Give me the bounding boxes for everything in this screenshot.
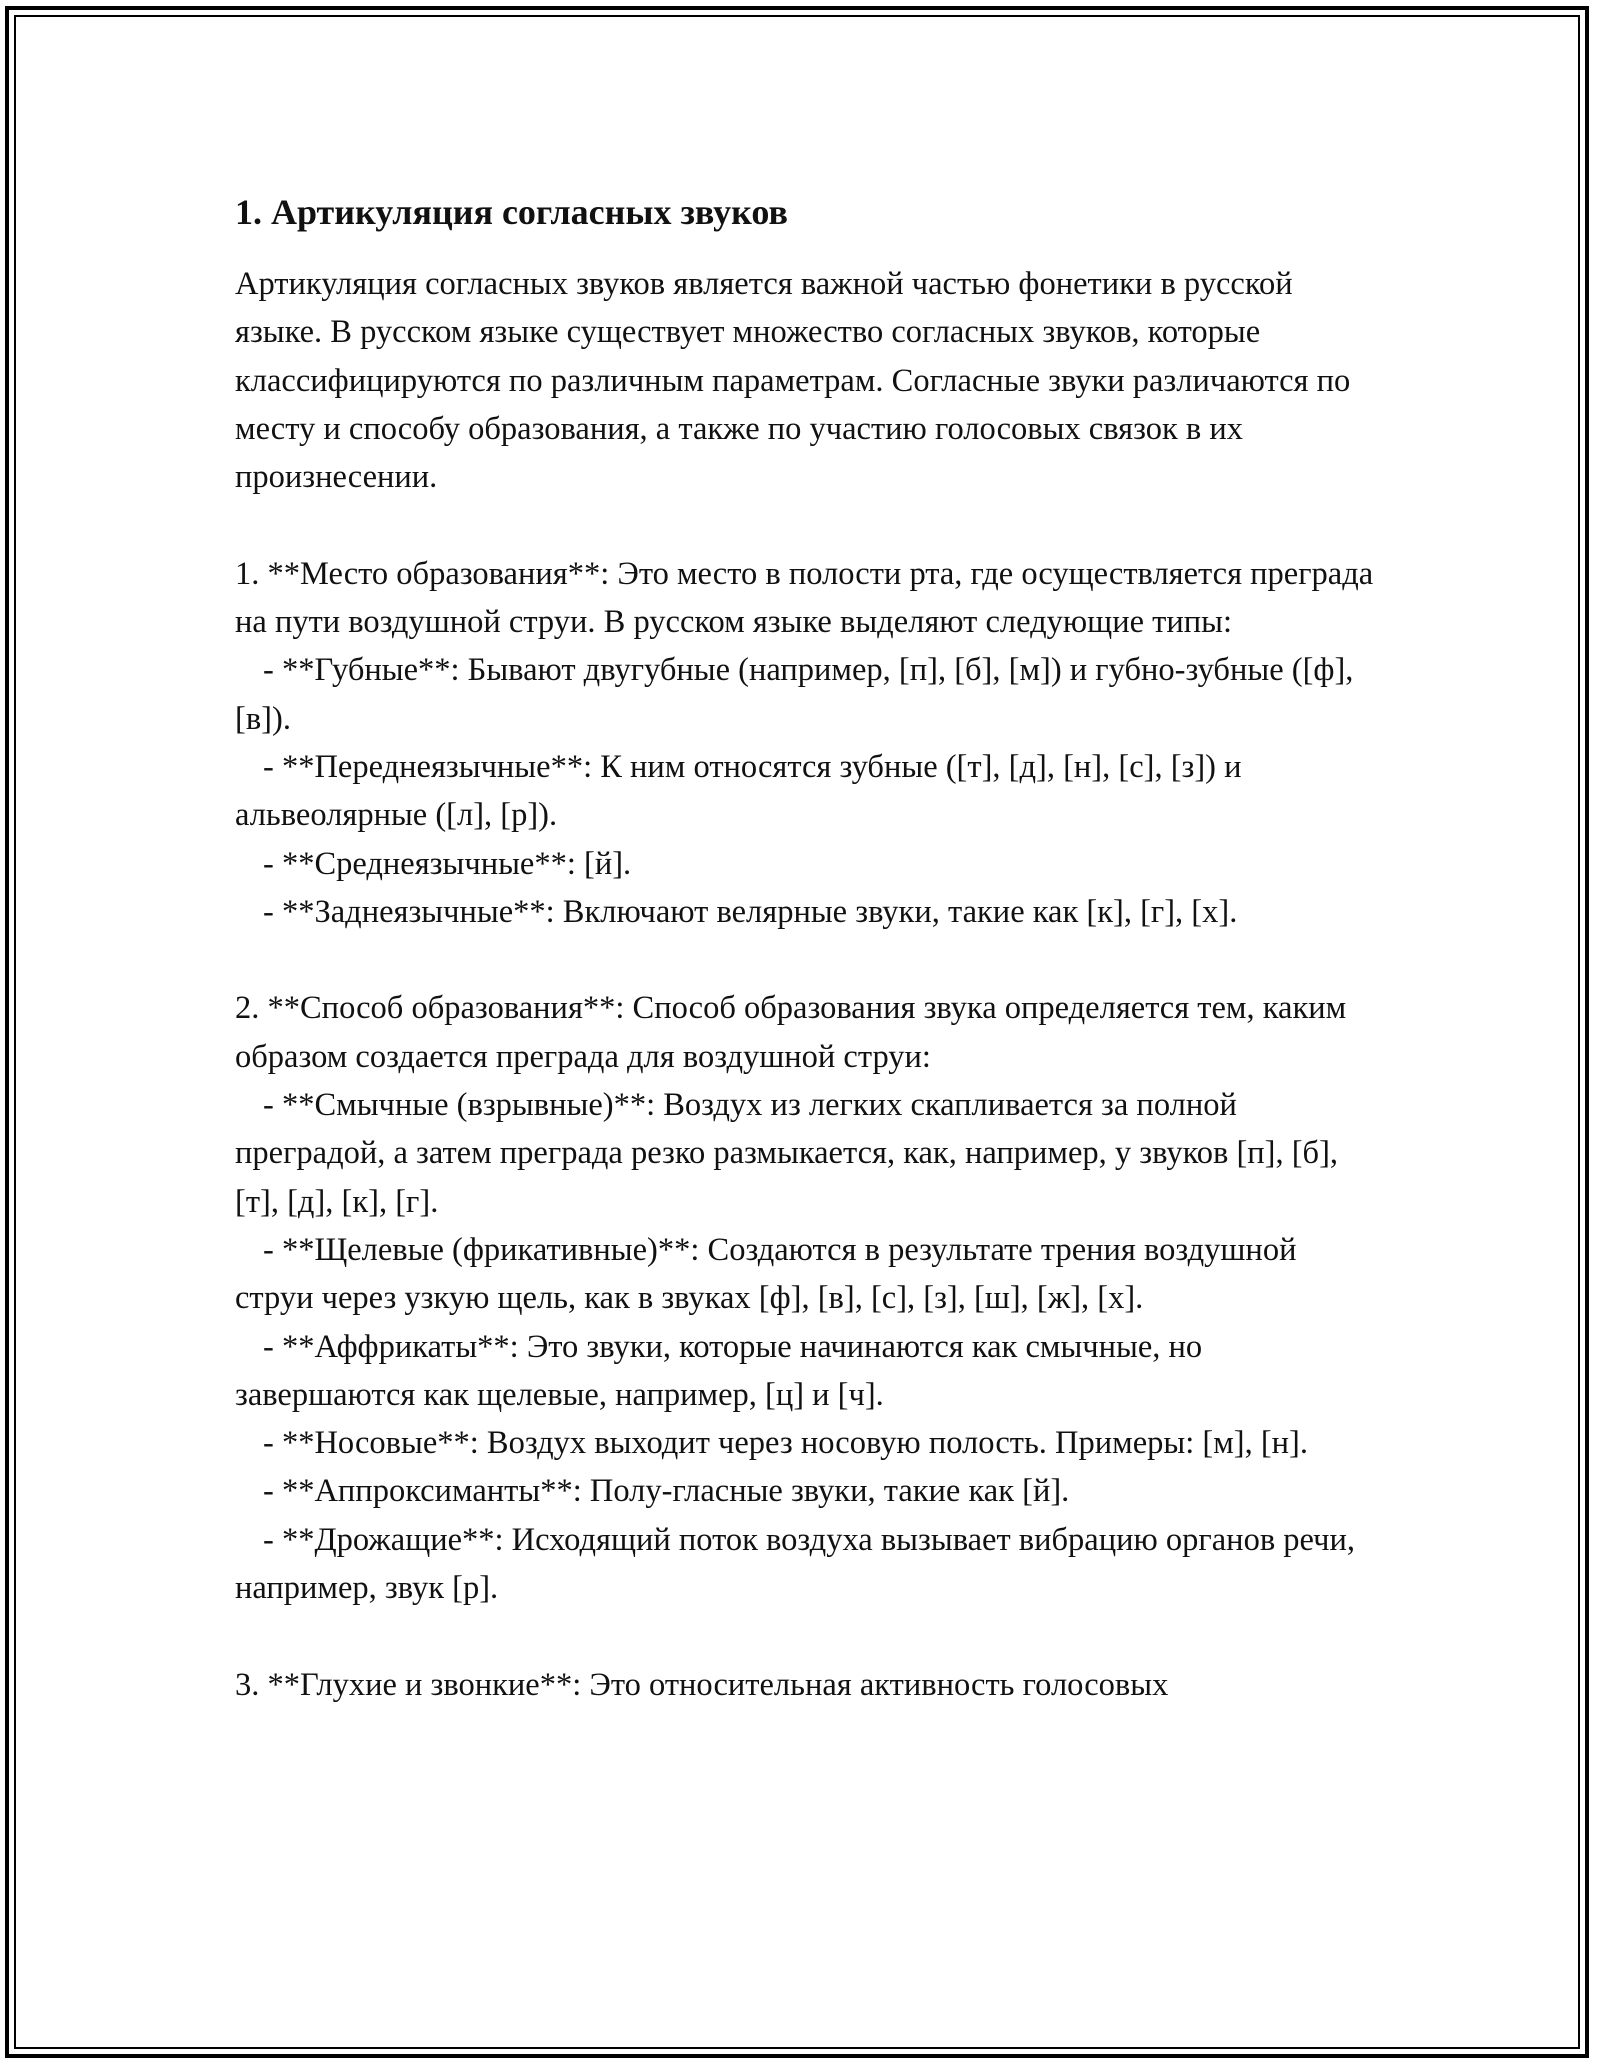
intro-paragraph: Артикуляция согласных звуков является важной частью фонетики в русской языке. В русском языке существует множество согласных звуков, которые классифицируются по различным параметрам. Согласные звуки различаются по месту и способу образования, а также по участию голосовых связок в их произнесении. <box>235 266 1351 496</box>
list-item: - **Заднеязычные**: Включают велярные звуки, такие как [к], [г], [х]. <box>263 893 1238 930</box>
list-item: - **Носовые**: Воздух выходит через носовую полость. Примеры: [м], [н]. <box>263 1425 1308 1462</box>
list-item: - **Среднеязычные**: [й]. <box>263 845 632 882</box>
list-item: - **Дрожащие**: Исходящий поток воздуха вызывает вибрацию органов речи, например, звук [р]. <box>235 1521 1356 1607</box>
paragraph-spacer <box>235 501 1375 549</box>
voicing-title: 3. **Глухие и звонкие**: Это относительная активность голосовых <box>235 1666 1169 1703</box>
section-heading: 1. Артикуляция согласных звуков <box>235 192 788 232</box>
list-item: - **Щелевые (фрикативные)**: Создаются в результате трения воздушной струи через узкую щель, как в звуках [ф], [в], [с], [з], [ш], [ж], [х]. <box>235 1231 1297 1317</box>
list-item: - **Аппроксиманты**: Полу-гласные звуки, такие как [й]. <box>263 1473 1070 1510</box>
list-item: - **Смычные (взрывные)**: Воздух из легких скапливается за полной преградой, а затем преграда резко размыкается, как, например, у звуков [п], [б], [т], [д], [к], [г]. <box>235 1087 1339 1220</box>
manner-title: 2. **Способ образования**: Способ образования звука определяется тем, каким образом создается преграда для воздушной струи: <box>235 990 1347 1075</box>
list-item: - **Переднеязычные**: К ним относятся зубные ([т], [д], [н], [с], [з]) и альвеолярные ([л], [р]). <box>235 748 1242 834</box>
list-item: - **Аффрикаты**: Это звуки, которые начинаются как смычные, но завершаются как щелевые, например, [ц] и [ч]. <box>235 1328 1203 1413</box>
paragraph-spacer <box>235 936 1375 984</box>
place-title: 1. **Место образования**: Это место в полости рта, где осуществляется преграда на пути воздушной струи. В русском языке выделяют следующие типы: <box>235 555 1374 641</box>
document-body <box>235 188 1375 1709</box>
list-item: - **Губные**: Бывают двугубные (например, [п], [б], [м]) и губно-зубные ([ф], [в]). <box>235 652 1354 737</box>
paragraph-spacer <box>235 1612 1375 1660</box>
